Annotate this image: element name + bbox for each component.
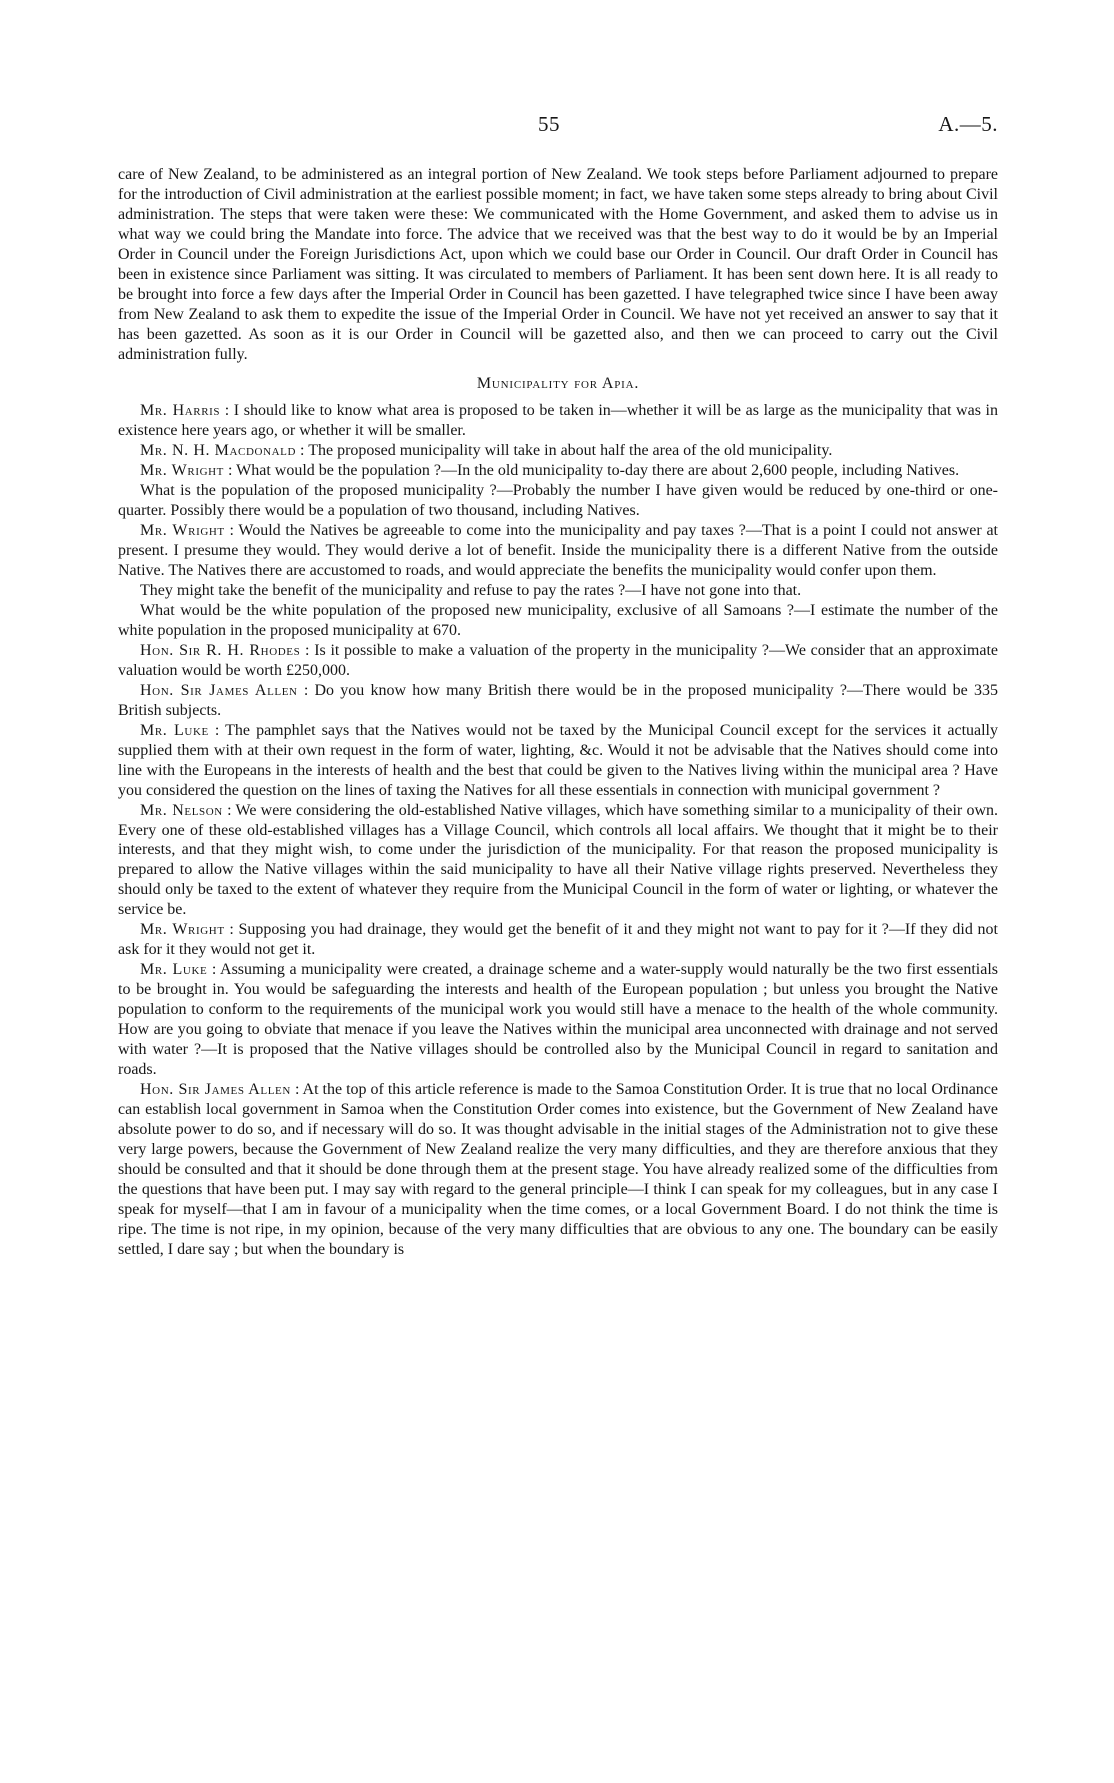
speaker-separator: :: [222, 801, 236, 819]
speaker-name: Mr. Luke: [140, 961, 208, 979]
testimony-paragraph: [118, 920, 998, 960]
testimony-paragraph: [118, 441, 998, 461]
paper-reference: A.—5.: [938, 112, 998, 136]
paragraph-text: I should like to know what area is proposed to be taken in—whether it will be as large as the municipality that was in existence here years ago, or whether it will be smaller.: [118, 402, 998, 440]
paragraph-text: We were considering the old-established Native villages, which have something similar to a municipality of their own. Every one of these old-established villages has a Village Council, which controls all local affairs. We thought that it might be to their interests, and that they might wish, to come under the jurisdiction of the municipality. For that reason the proposed municipality is prepared to allow the Native villages within the said municipality to have all their Native village rights preserved. Nevertheless they should only be taxed to the extent of whatever they require from the Municipal Council in the form of water or lighting, or whatever the service be.: [118, 801, 999, 919]
paragraph-text: Supposing you had drainage, they would get the benefit of it and they might not want to pay for it ?—If they did not ask for it they would not get it.: [118, 921, 998, 959]
speaker-name: Mr. N. H. Macdonald: [140, 442, 297, 460]
testimony-paragraph: [118, 601, 998, 641]
testimony-paragraph: [118, 461, 998, 481]
testimony-paragraph: [118, 581, 998, 601]
speaker-separator: :: [296, 442, 309, 460]
speaker-name: Mr. Wright: [140, 462, 224, 480]
speaker-name: Hon. Sir James Allen: [140, 681, 298, 699]
speaker-name: Mr. Wright: [140, 921, 225, 939]
testimony-paragraph: [118, 481, 998, 521]
speaker-separator: :: [297, 681, 315, 699]
section-heading: Municipality for Apia.: [476, 374, 640, 392]
paragraph-text: What would be the white population of the proposed new municipality, exclusive of all Samoans ?—I estimate the number of the white population in the proposed municipality at 670.: [118, 602, 998, 639]
testimony-paragraph: [118, 401, 998, 441]
intro-paragraph: care of New Zealand, to be administered as an integral portion of New Zealand. We took steps before Parliament adjourned to prepare for the introduction of Civil administration at the earliest possible moment; in fact, we have taken some steps already to bring about Civil administration. The steps that were taken were these: We communicated with the Home Government, and asked them to advise us in what way we could bring the Mandate into force. The advice that we received was that the best way to do it would be by an Imperial Order in Council under the Foreign Jurisdictions Act, upon which we could base our Order in Council. Our draft Order in Council has been in existence since Parliament was sitting. It was circulated to members of Parliament. It has been sent down here. It is all ready to be brought into force a few days after the Imperial Order in Council has been gazetted. I have telegraphed twice since I have been away from New Zealand to ask them to expedite the issue of the Imperial Order in Council. We have not yet received an answer to say that it has been gazetted. As soon as it is our Order in Council will be gazetted also, and then we can proceed to carry out the Civil administration fully.: [118, 166, 998, 363]
testimony-paragraph: [118, 721, 998, 801]
testimony-paragraph: [118, 641, 998, 681]
speaker-separator: :: [207, 961, 221, 979]
speaker-separator: :: [223, 462, 237, 480]
testimony-paragraph: [118, 681, 998, 721]
speaker-name: Mr. Luke: [140, 721, 209, 739]
testimony-paragraph: [118, 521, 998, 581]
speaker-separator: :: [290, 1080, 303, 1098]
paragraph-text: What would be the population ?—In the old municipality to-day there are about 2,600 people, including Natives.: [236, 462, 960, 480]
speaker-separator: :: [220, 402, 234, 420]
testimony-paragraph: [118, 1080, 998, 1260]
speaker-name: Mr. Wright: [140, 522, 225, 540]
speaker-separator: :: [224, 921, 239, 939]
paragraph-text: The proposed municipality will take in about half the area of the old municipality.: [308, 442, 833, 460]
speaker-name: Mr. Nelson: [140, 801, 223, 819]
paragraph-text: Do you know how many British there would be in the proposed municipality ?—There would be 335 British subjects.: [118, 681, 999, 719]
testimony-paragraphs: [118, 401, 998, 1259]
paragraph-text: What is the population of the proposed municipality ?—Probably the number I have given would be reduced by one-third or one-quarter. Possibly there would be a population of two thousand, including Natives.: [118, 482, 998, 520]
paragraph-text: The pamphlet says that the Natives would not be taxed by the Municipal Council except for the services it actually supplied them with at their own request in the form of water, lighting, &c. Would it not be advisable that the Natives should come into line with the Europeans in the interests of health and the best that could be given to the Natives living within the municipal area ? Have you considered the question on the lines of taxing the Natives for all these essentials in connection with municipal government ?: [118, 721, 999, 799]
paragraph-text: Is it possible to make a valuation of the property in the municipality ?—We consider that an approximate valuation would be worth £250,000.: [118, 641, 998, 679]
speaker-name: Hon. Sir James Allen: [140, 1080, 291, 1098]
page-number: 55: [538, 112, 560, 136]
speaker-separator: :: [224, 522, 239, 540]
paragraph-text: They might take the benefit of the municipality and refuse to pay the rates ?—I have not gone into that.: [140, 582, 802, 600]
testimony-paragraph: [118, 801, 998, 921]
paragraph-text: Would the Natives be agreeable to come into the municipality and pay taxes ?—That is a point I could not answer at present. I presume they would. They would derive a lot of benefit. Inside the municipality there is a different Native from the outside Native. The Natives there are accustomed to roads, and would appreciate the benefits the municipality would confer upon them.: [118, 522, 999, 580]
page-header: [118, 112, 998, 142]
speaker-name: Hon. Sir R. H. Rhodes: [140, 641, 301, 659]
speaker-name: Mr. Harris: [140, 402, 221, 420]
paragraph-text: Assuming a municipality were created, a drainage scheme and a water-supply would naturally be the two first essentials to be brought in. You would be safeguarding the interests and health of the European population ; but unless you brought the Native population to conform to the requirements of the municipal work you would still have a menace to the health of the whole community. How are you going to obviate that menace if you leave the Natives within the municipal area unconnected with drainage and not served with water ?—It is proposed that the Native villages should be controlled also by the Municipal Council in regard to sanitation and roads.: [118, 961, 998, 1078]
testimony-paragraph: [118, 960, 998, 1080]
speaker-separator: :: [208, 721, 226, 739]
paragraph-text: At the top of this article reference is made to the Samoa Constitution Order. It is true that no local Ordinance can establish local government in Samoa when the Constitution Order comes into existence, but the Government of New Zealand have absolute power to do so, and if necessary will do so. It was thought advisable in the initial stages of the Administration not to give these very large powers, because the Government of New Zealand realize the very many difficulties, and they are therefore anxious that they should be consulted and that it should be done through them at the present stage. You have already realized some of the difficulties from the questions that have been put. I may say with regard to the general principle—I think I can speak for my colleagues, but in any case I speak for myself—that I am in favour of a municipality when the time comes, or a local Government Board. I do not think the time is ripe. The time is not ripe, in my opinion, because of the very many difficulties that are obvious to any one. The boundary can be easily settled, I dare say ; but when the boundary is: [118, 1080, 999, 1258]
speaker-separator: :: [300, 641, 315, 659]
document-body: [118, 165, 998, 1259]
